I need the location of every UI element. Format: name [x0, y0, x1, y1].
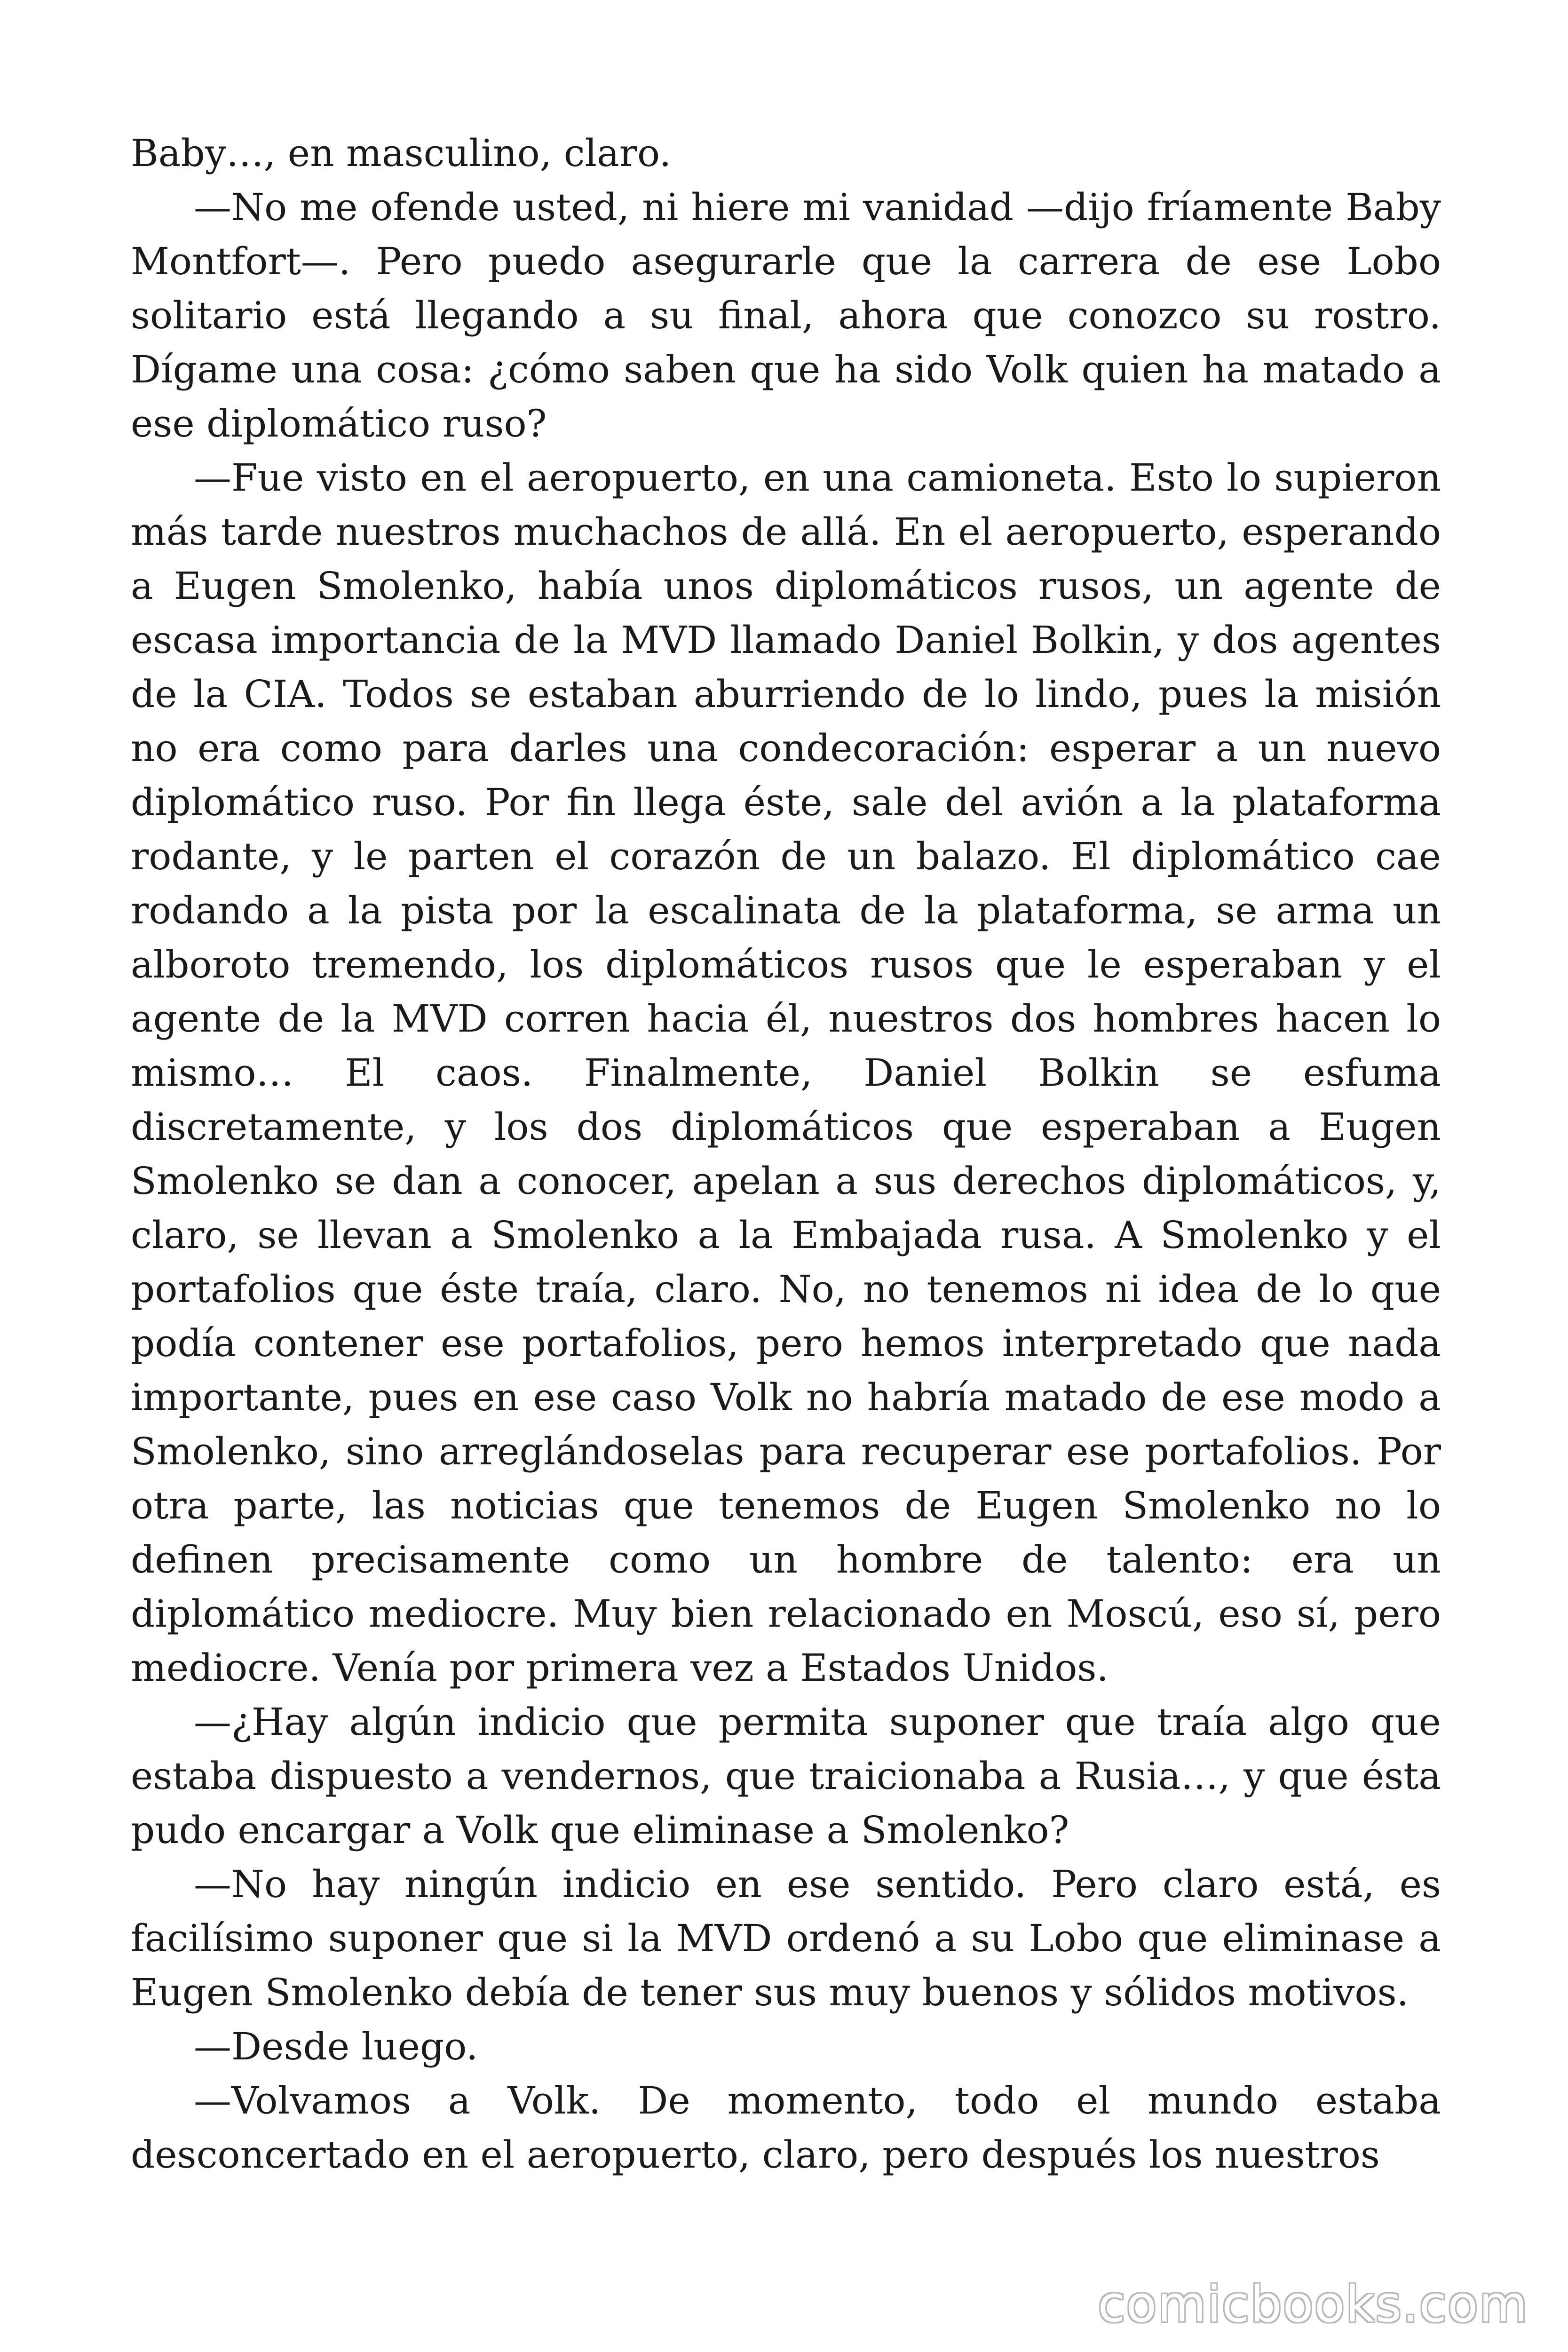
paragraph: —Fue visto en el aeropuerto, en una camioneta. Esto lo supieron más tarde nuestros muchachos de allá. En el aeropuerto, esperando a Eugen Smolenko, había unos diplomáticos rusos, un agente de escasa importancia de la MVD llamado Daniel Bolkin, y dos agentes de la CIA. Todos se estaban aburriendo de lo lindo, pues la misión no era como para darles una condecoración: esperar a un nuevo diplomático ruso. Por fin llega éste, sale del avión a la plataforma rodante, y le parten el corazón de un balazo. El diplomático cae rodando a la pista por la escalinata de la plataforma, se arma un alboroto tremendo, los diplomáticos rusos que le esperaban y el agente de la MVD corren hacia él, nuestros dos hombres hacen lo mismo… El caos. Finalmente, Daniel Bolkin se esfuma discretamente, y los dos diplomáticos que esperaban a Eugen Smolenko se dan a conocer, apelan a sus derechos diplomáticos, y, claro, se llevan a Smolenko a la Embajada rusa. A Smolenko y el portafolios que éste traía, claro. No, no tenemos ni idea de lo que podía contener ese portafolios, pero hemos interpretado que nada importante, pues en ese caso Volk no habría matado de ese modo a Smolenko, sino arreglándoselas para recuperar ese portafolios. Por otra parte, las noticias que tenemos de Eugen Smolenko no lo definen precisamente como un hombre de talento: era un diplomático mediocre. Muy bien relacionado en Moscú, eso sí, pero mediocre. Venía por primera vez a Estados Unidos.	[131, 456, 1441, 1690]
body-text	[131, 126, 1441, 2182]
paragraph: —¿Hay algún indicio que permita suponer que traía algo que estaba dispuesto a vendernos, que traicionaba a Rusia…, y que ésta pudo encargar a Volk que eliminase a Smolenko?	[131, 1700, 1441, 1852]
paragraph: —Volvamos a Volk. De momento, todo el mundo estaba desconcertado en el aeropuerto, claro, pero después los nuestros	[131, 2079, 1441, 2177]
paragraph: —No me ofende usted, ni hiere mi vanidad —dijo fríamente Baby Montfort—. Pero puedo asegurarle que la carrera de ese Lobo solitario está llegando a su final, ahora que conozco su rostro. Dígame una cosa: ¿cómo saben que ha sido Volk quien ha matado a ese diplomático ruso?	[131, 185, 1441, 445]
paragraph: Baby…, en masculino, claro.	[131, 131, 672, 175]
paragraph: —No hay ningún indicio en ese sentido. Pero claro está, es facilísimo suponer que si la MVD ordenó a su Lobo que eliminase a Eugen Smolenko debía de tener sus muy buenos y sólidos motivos.	[131, 1862, 1441, 2014]
paragraph: —Desde luego.	[194, 2025, 478, 2068]
watermark: comicbooks.com	[1098, 2275, 1528, 2333]
